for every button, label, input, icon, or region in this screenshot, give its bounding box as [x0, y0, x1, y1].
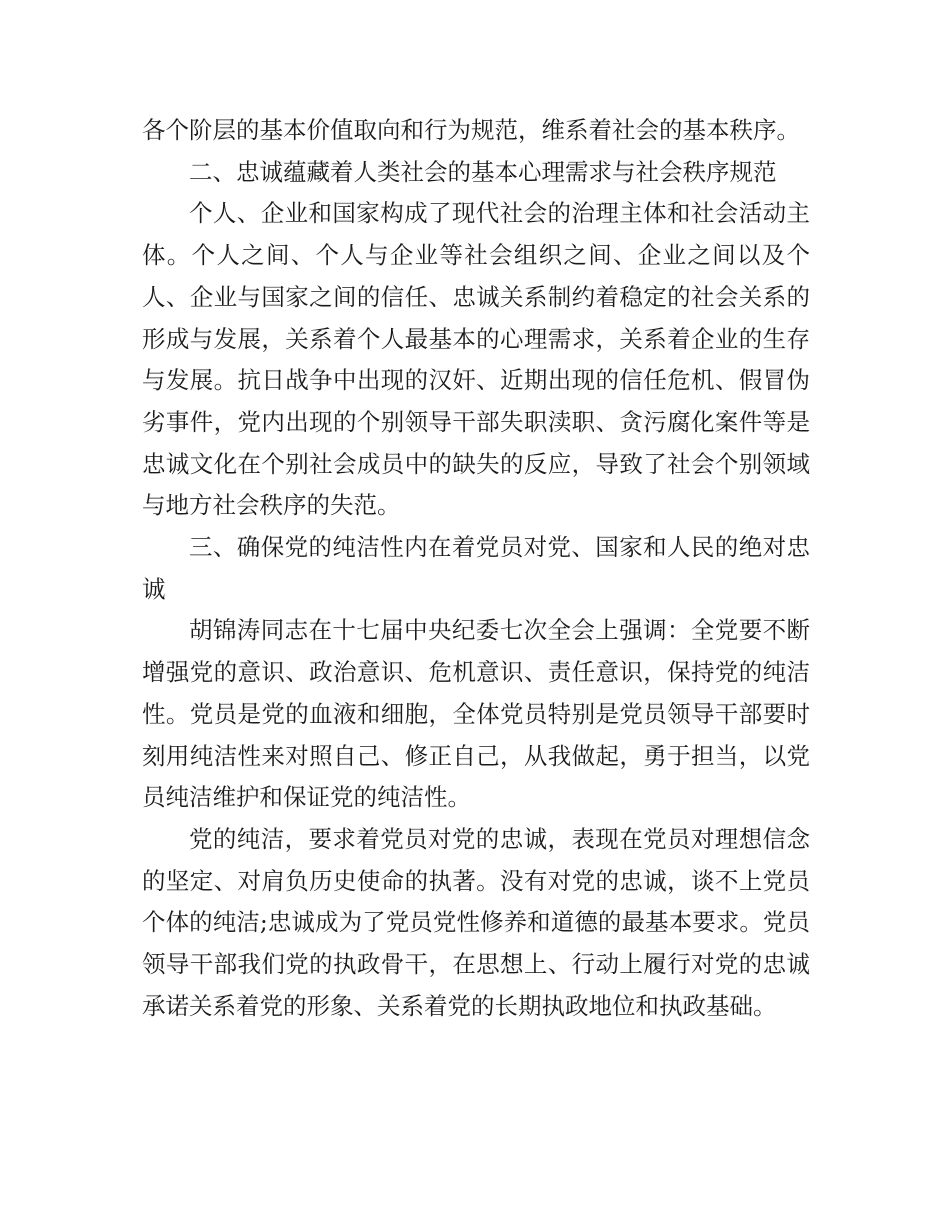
paragraph-body: 党的纯洁，要求着党员对党的忠诚，表现在党员对理想信念的坚定、对肩负历史使命的执著。没有对党的忠诚，谈不上党员个体的纯洁;忠诚成为了党员党性修养和道德的最基本要求。党员领导干部我们党的执政骨干，在思想上、行动上履行对党的忠诚承诺关系着党的形象、关系着党的长期执政地位和执政基础。 — [142, 824, 810, 1020]
section-heading-3: 三、确保党的纯洁性内在着党员对党、国家和人民的绝对忠诚 — [142, 533, 810, 603]
paragraph-body: 胡锦涛同志在十七届中央纪委七次全会上强调：全党要不断增强党的意识、政治意识、危机意识、责任意识，保持党的纯洁性。党员是党的血液和细胞，全体党员特别是党员领导干部要时刻用纯洁性来对照自己、修正自己，从我做起，勇于担当，以党员纯洁维护和保证党的纯洁性。 — [142, 616, 810, 812]
section-heading-2: 二、忠诚蕴藏着人类社会的基本心理需求与社会秩序规范 — [189, 157, 777, 186]
paragraph-continuation: 各个阶层的基本价值取向和行为规范，维系着社会的基本秩序。 — [142, 116, 800, 144]
paragraph-body: 个人、企业和国家构成了现代社会的治理主体和社会活动主体。个人之间、个人与企业等社会组织之间、企业之间以及个人、企业与国家之间的信任、忠诚关系制约着稳定的社会关系的形成与发展，关系着个人最基本的心理需求，关系着企业的生存与发展。抗日战争中出现的汉奸、近期出现的信任危机、假冒伪劣事件，党内出现的个别领导干部失职渎职、贪污腐化案件等是忠诚文化在个别社会成员中的缺失的反应，导致了社会个别领域与地方社会秩序的失范。 — [142, 199, 810, 520]
document-page — [142, 110, 810, 1027]
